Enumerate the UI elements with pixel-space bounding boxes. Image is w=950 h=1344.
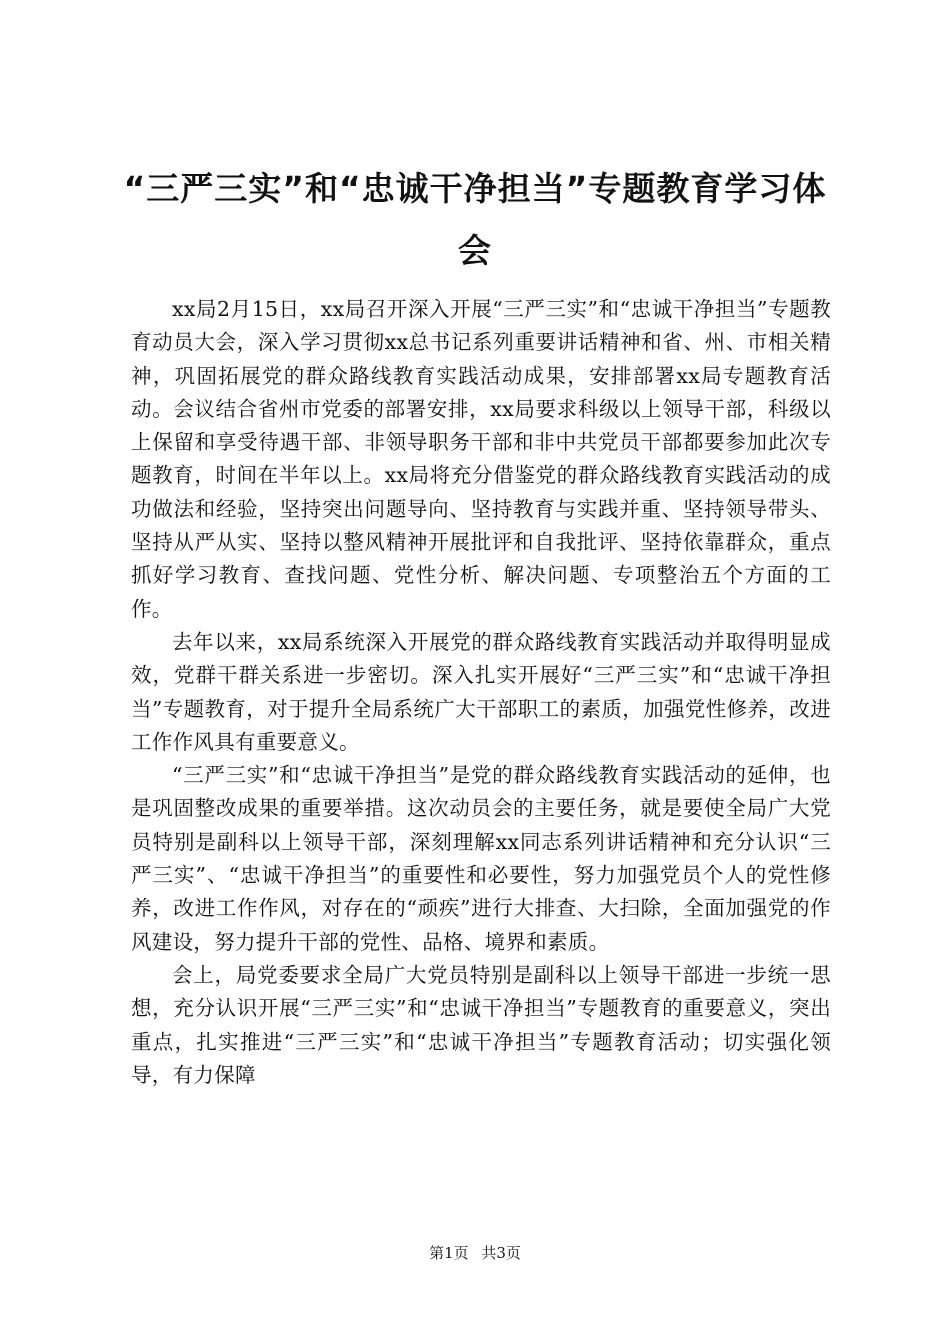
page-number: 第1页 — [429, 1244, 469, 1262]
paragraph-3: “三严三实”和“忠诚干净担当”是党的群众路线教育实践活动的延伸，也是巩固整改成果的重要举措。这次动员会的主要任务，就是要使全局广大党员特别是副科以上领导干部，深刻理解xx同志系列讲话精神和充分认识“三严三实”、“忠诚干净担当”的重要性和必要性，努力加强党员个人的党性修养，改进工作作风，对存在的“顽疾”进行大排查、大扫除，全面加强党的作风建设，努力提升干部的党性、品格、境界和素质。 — [131, 763, 831, 954]
page-count: 共3页 — [481, 1244, 521, 1262]
document-body — [131, 293, 831, 1092]
paragraph-4: 会上，局党委要求全局广大党员特别是副科以上领导干部进一步统一思想，充分认识开展“三严三实”和“忠诚干净担当”专题教育的重要意义，突出重点，扎实推进“三严三实”和“忠诚干净担当”专题教育活动；切实强化领导，有力保障 — [131, 962, 831, 1087]
document-title: “三严三实”和“忠诚干净担当”专题教育学习体会 — [123, 169, 827, 270]
paragraph-1: xx局2月15日，xx局召开深入开展“三严三实”和“忠诚干净担当”专题教育动员大会，深入学习贯彻xx总书记系列重要讲话精神和省、州、市相关精神，巩固拓展党的群众路线教育实践活动成果，安排部署xx局专题教育活动。会议结合省州市党委的部署安排，xx局要求科级以上领导干部，科级以上保留和享受待遇干部、非领导职务干部和非中共党员干部都要参加此次专题教育，时间在半年以上。xx局将充分借鉴党的群众路线教育实践活动的成功做法和经验，坚持突出问题导向、坚持教育与实践并重、坚持领导带头、坚持从严从实、坚持以整风精神开展批评和自我批评、坚持依靠群众，重点抓好学习教育、查找问题、党性分析、解决问题、专项整治五个方面的工作。 — [131, 297, 831, 621]
page-footer — [0, 1243, 950, 1263]
paragraph-2: 去年以来，xx局系统深入开展党的群众路线教育实践活动并取得明显成效，党群干群关系进一步密切。深入扎实开展好“三严三实”和“忠诚干净担当”专题教育，对于提升全局系统广大干部职工的素质，加强党性修养，改进工作作风具有重要意义。 — [131, 629, 831, 754]
